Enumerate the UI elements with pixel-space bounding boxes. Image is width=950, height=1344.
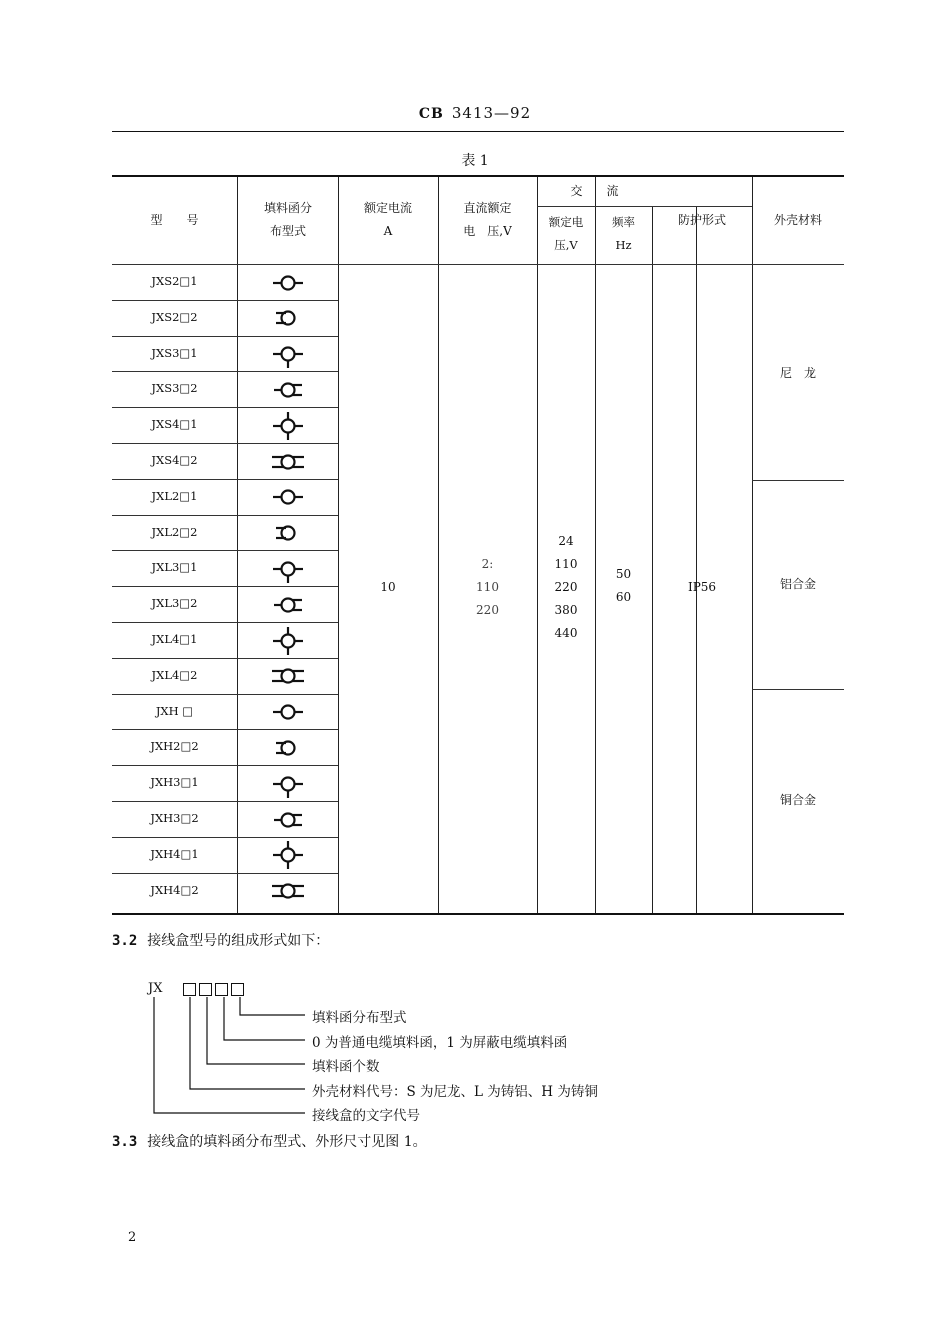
col-header-material: 外壳材料 <box>773 213 822 227</box>
model-cell: JXH3□1 <box>150 775 199 790</box>
material-aluminum-alloy: 铝合金 <box>779 577 816 591</box>
dc-voltage-values: 2: 110 220 <box>476 557 499 617</box>
col-header-model: 型 号 <box>150 213 199 227</box>
material-copper-alloy: 铜合金 <box>779 793 816 807</box>
ac-voltage-values: 24 110 220 380 440 <box>554 534 578 640</box>
model-cell: JXH4□1 <box>150 846 199 861</box>
model-cell: JXS3□1 <box>151 345 198 360</box>
model-cell: JXL3□2 <box>151 596 198 611</box>
table-caption: 表 1 <box>461 153 489 169</box>
model-cell: JXH4□2 <box>150 882 199 897</box>
section-3-3: 3.3 接线盒的填料函分布型式、外形尺寸见图 1。 <box>112 1134 427 1150</box>
model-cell: JXL4□1 <box>151 632 198 646</box>
standard-code: 3413—92 <box>451 104 532 122</box>
model-cell: JXS3□2 <box>151 381 198 396</box>
standard-prefix: CB <box>418 106 444 122</box>
model-cell: JXS2□2 <box>151 309 198 324</box>
col-header-dc: 直流额定 电 压,V <box>463 201 512 238</box>
model-cell: JXS4□2 <box>151 453 198 467</box>
material-nylon: 尼 龙 <box>779 366 816 380</box>
col-header-frequency: 频率 Hz <box>612 215 635 252</box>
diagram-label: 填料函个数 <box>312 1059 380 1075</box>
model-cell: JXH □ <box>155 703 194 718</box>
col-header-ac-voltage: 额定电 压,V <box>548 215 584 252</box>
model-cell: JXS4□1 <box>151 417 198 432</box>
model-cell: JXL3□1 <box>151 560 198 575</box>
model-cell: JXL4□2 <box>151 667 198 682</box>
model-cell: JXH2□2 <box>150 739 199 754</box>
col-header-ac: 交 流 <box>570 184 619 198</box>
col-header-current: 额定电流 A <box>363 201 412 238</box>
model-cell: JXL2□2 <box>151 524 198 539</box>
col-header-protection: 防护形式 <box>677 213 726 227</box>
col-header-layout: 填料函分 布型式 <box>263 201 312 238</box>
model-cell: JXS2□1 <box>151 274 198 288</box>
frequency-values: 50 60 <box>615 567 632 604</box>
page-number: 2 <box>128 1230 137 1245</box>
diagram-label: 接线盒的文字代号 <box>312 1108 420 1124</box>
model-cell: JXL2□1 <box>151 488 198 503</box>
code-prefix: JX <box>148 981 163 996</box>
diagram-label: 0 为普通电缆填料函，1 为屏蔽电缆填料函 <box>312 1035 568 1051</box>
section-3-2: 3.2 接线盒型号的组成形式如下： <box>112 933 330 949</box>
diagram-label: 填料函分布型式 <box>312 1010 407 1026</box>
model-cell: JXH3□2 <box>150 811 199 825</box>
diagram-label: 外壳材料代号：S 为尼龙、L 为铸铝、H 为铸铜 <box>312 1084 598 1100</box>
protection-value: IP56 <box>687 580 717 594</box>
rated-current-value: 10 <box>380 580 396 594</box>
